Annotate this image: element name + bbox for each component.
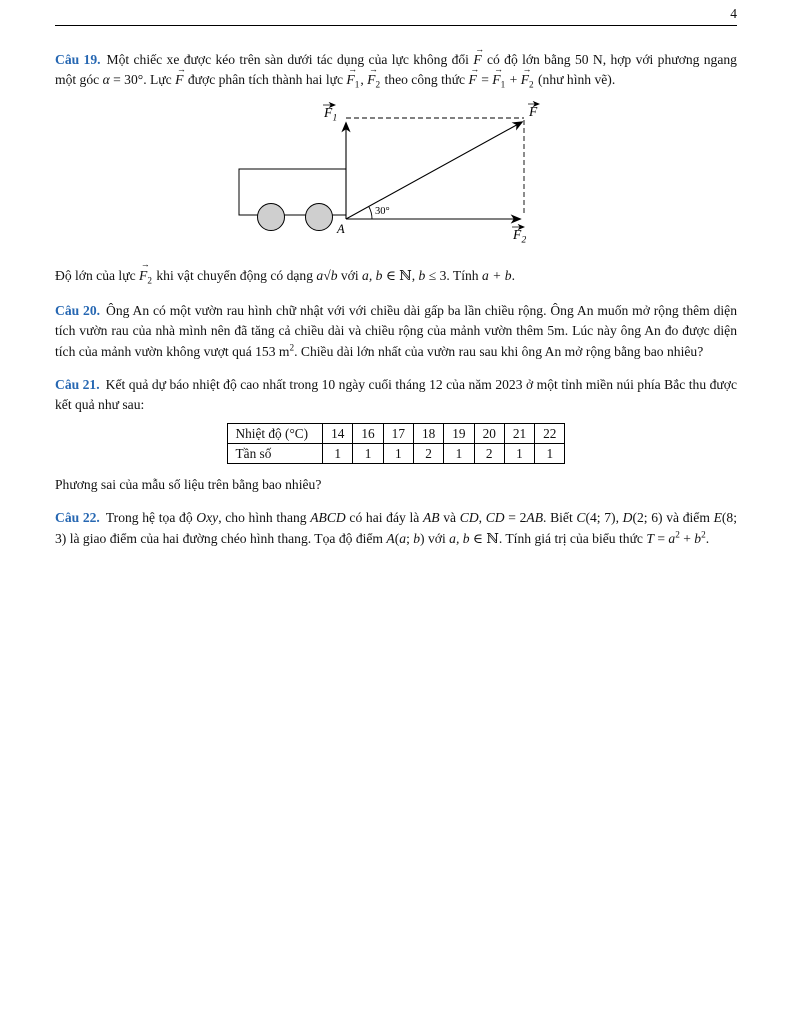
text-segment: Một chiếc xe được kéo trên sàn dưới tác dụng của lực không đổi bbox=[106, 52, 474, 67]
vector-subscript: 2 bbox=[375, 79, 381, 90]
text-segment: = 2 bbox=[504, 510, 527, 526]
text-segment: được phân tích thành hai lực bbox=[184, 72, 347, 88]
text-segment: với bbox=[337, 267, 363, 283]
superscript: 2 bbox=[701, 529, 706, 540]
text-segment: , bbox=[478, 510, 486, 526]
table-cell: 2 bbox=[474, 444, 504, 464]
vector-subscript: 1 bbox=[354, 79, 360, 90]
table-cell: 1 bbox=[353, 444, 383, 464]
f1-subscript: 1 bbox=[332, 113, 338, 124]
question-19 bbox=[55, 50, 737, 93]
table-cell: 1 bbox=[535, 444, 565, 464]
vector-symbol bbox=[367, 70, 380, 92]
text-segment: = bbox=[653, 530, 669, 546]
frequency-table bbox=[227, 423, 566, 464]
table-cell: 16 bbox=[353, 424, 383, 444]
table-cell: 20 bbox=[474, 424, 504, 444]
table-cell-temp-header: Nhiệt độ (°C) bbox=[227, 424, 323, 444]
vector-subscript: 2 bbox=[529, 79, 534, 90]
table-cell: 17 bbox=[383, 424, 413, 444]
f2-letter: F bbox=[513, 226, 522, 242]
header-rule bbox=[55, 25, 737, 26]
math-text: E bbox=[713, 510, 722, 526]
text-segment: Độ lớn của lực bbox=[55, 267, 140, 283]
math-text: CD bbox=[485, 510, 505, 526]
math-text: a + b bbox=[482, 267, 512, 283]
question-20-label: Câu 20. bbox=[55, 302, 101, 318]
text-segment: + bbox=[679, 530, 695, 546]
table-cell-freq-header: Tần số bbox=[227, 444, 323, 464]
table-cell: 1 bbox=[323, 444, 353, 464]
math-text: ABCD bbox=[310, 510, 346, 526]
text-segment: theo công thức bbox=[381, 72, 469, 88]
text-segment: √ bbox=[323, 267, 331, 283]
question-19-followup-text bbox=[55, 267, 515, 286]
text-segment: và bbox=[439, 510, 460, 526]
question-22 bbox=[55, 508, 737, 549]
math-text: b bbox=[330, 267, 338, 283]
question-21-label: Câu 21. bbox=[55, 376, 100, 392]
question-22-label: Câu 22. bbox=[55, 510, 100, 526]
math-text: AB bbox=[422, 510, 440, 526]
text-segment: Ông An có một vườn rau hình chữ nhật với với chiều dài gấp ba lần chiều rộng. Ông An muốn mở rộng thêm diện tích vườn rau của nhà mình nên đã tăng cả chiều dài và chiều rộng của mảnh vườn thêm 5m. Lúc này ông An đo được diện tích của mảnh vườn không vượt quá 153 m bbox=[55, 302, 737, 359]
vector-symbol bbox=[139, 266, 152, 288]
text-segment: ∈ ℕ. Tính giá trị của biểu thức bbox=[469, 530, 647, 546]
point-a-label: A bbox=[337, 221, 345, 236]
table-cell: 18 bbox=[413, 424, 443, 444]
math-text: A bbox=[386, 530, 395, 546]
vector-symbol bbox=[175, 70, 183, 90]
math-text: b bbox=[694, 530, 702, 546]
table-cell: 1 bbox=[383, 444, 413, 464]
text-segment: ( bbox=[394, 530, 400, 546]
vector-letter: F bbox=[520, 72, 529, 88]
vector-letter: F bbox=[492, 72, 501, 88]
cart-body bbox=[239, 169, 346, 215]
text-segment: . bbox=[511, 267, 515, 283]
vector-letter: F bbox=[473, 52, 482, 67]
vector-letter: F bbox=[139, 267, 148, 283]
vector-subscript: 1 bbox=[500, 79, 506, 90]
math-text: T bbox=[646, 530, 654, 546]
math-text: a bbox=[668, 530, 676, 546]
text-segment: (như hình vẽ). bbox=[534, 72, 616, 88]
angle-label: 30° bbox=[375, 205, 390, 217]
question-20 bbox=[55, 301, 737, 362]
label-f2 bbox=[512, 227, 527, 246]
cart-wheel-left bbox=[258, 203, 285, 230]
vector-letter: F bbox=[367, 72, 376, 88]
vector-letter: F bbox=[468, 72, 477, 88]
table-cell: 2 bbox=[413, 444, 443, 464]
text-segment: . Chiều dài lớn nhất của vườn rau sau khi ông An mở rộng bằng bao nhiêu? bbox=[294, 343, 704, 359]
text-segment: có độ lớn bằng 50 N, hợp với phương ngang một góc bbox=[55, 52, 737, 88]
text-segment: ≤ 3. Tính bbox=[425, 267, 483, 283]
math-text: b bbox=[418, 267, 426, 283]
text-segment: ) với bbox=[420, 530, 450, 546]
text-segment: (2; 6) và điểm bbox=[632, 510, 714, 526]
math-text: α bbox=[102, 72, 110, 88]
text-segment: ; bbox=[406, 530, 414, 546]
table-cell: 21 bbox=[504, 424, 534, 444]
f-letter: F bbox=[529, 103, 538, 119]
text-segment: có hai đáy là bbox=[345, 510, 423, 526]
label-f1 bbox=[323, 105, 337, 124]
table-cell: 22 bbox=[535, 424, 565, 444]
table-cell: 1 bbox=[504, 444, 534, 464]
math-text: Oxy bbox=[196, 510, 219, 526]
text-segment: + bbox=[506, 72, 521, 88]
math-text: a bbox=[399, 530, 407, 546]
label-f bbox=[528, 104, 539, 119]
vector-f-arrow bbox=[346, 122, 522, 219]
force-diagram-figure bbox=[55, 101, 737, 255]
math-text: CD bbox=[459, 510, 479, 526]
angle-arc bbox=[369, 206, 372, 219]
text-segment: = 30°. Lực bbox=[109, 72, 176, 88]
f2-subscript: 2 bbox=[521, 235, 527, 246]
superscript: 2 bbox=[675, 529, 680, 540]
math-text: b bbox=[413, 530, 421, 546]
question-19-followup bbox=[55, 266, 737, 288]
text-segment: = bbox=[477, 72, 493, 88]
question-19-label: Câu 19. bbox=[55, 52, 101, 67]
text-segment: , bbox=[360, 72, 368, 88]
vector-symbol bbox=[469, 70, 477, 90]
vector-symbol bbox=[521, 70, 534, 92]
force-diagram bbox=[231, 101, 561, 251]
page-number: 4 bbox=[730, 6, 737, 21]
text-segment: . bbox=[705, 530, 710, 546]
text-segment: (4; 7), bbox=[585, 510, 623, 526]
question-22-text bbox=[55, 510, 737, 546]
vector-subscript: 2 bbox=[147, 275, 152, 286]
question-21 bbox=[55, 375, 737, 415]
text-segment: (8; 3) là giao điểm của hai đường chéo hình thang. Tọa độ điểm bbox=[55, 510, 737, 546]
vector-symbol bbox=[492, 70, 505, 92]
math-text: a, b bbox=[362, 267, 383, 283]
superscript: 2 bbox=[289, 342, 295, 353]
question-20-text bbox=[55, 303, 737, 359]
vector-symbol bbox=[346, 70, 359, 92]
text-segment: Phương sai của mẫu số liệu trên bằng bao nhiêu? bbox=[55, 477, 322, 492]
text-segment: ∈ ℕ, bbox=[382, 267, 419, 283]
math-text: C bbox=[576, 510, 586, 526]
math-text: D bbox=[622, 510, 633, 526]
math-text: a bbox=[316, 267, 324, 283]
question-21-followup bbox=[55, 475, 737, 495]
math-text: AB bbox=[526, 510, 544, 526]
table-row-temperature bbox=[227, 424, 565, 444]
question-21-text bbox=[55, 377, 737, 412]
table-cell: 19 bbox=[444, 424, 474, 444]
table-row-frequency bbox=[227, 444, 565, 464]
vector-letter: F bbox=[346, 72, 355, 88]
page-header bbox=[55, 6, 737, 23]
text-segment: . Biết bbox=[543, 510, 577, 526]
question-19-text bbox=[55, 52, 737, 90]
text-segment: , cho hình thang bbox=[218, 510, 311, 526]
cart-wheel-right bbox=[306, 203, 333, 230]
question-21-followup-text bbox=[55, 477, 321, 492]
table-cell: 14 bbox=[323, 424, 353, 444]
table-cell: 1 bbox=[444, 444, 474, 464]
text-segment: Trong hệ tọa độ bbox=[105, 510, 197, 526]
math-text: a, b bbox=[449, 530, 470, 546]
f1-letter: F bbox=[324, 104, 333, 120]
vector-letter: F bbox=[175, 72, 184, 88]
text-segment: khi vật chuyển động có dạng bbox=[152, 267, 317, 283]
text-segment: Kết quả dự báo nhiệt độ cao nhất trong 10 ngày cuối tháng 12 của năm 2023 ở một tỉnh miền núi phía Bắc thu được kết quả như sau: bbox=[55, 376, 737, 412]
